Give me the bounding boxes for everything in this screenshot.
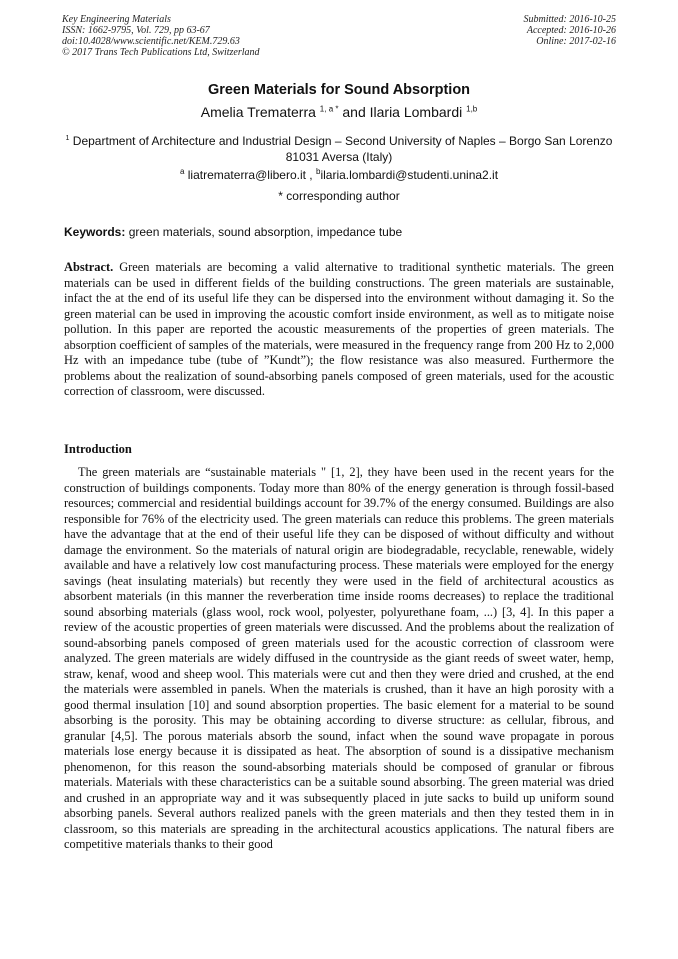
journal-name: Key Engineering Materials (62, 14, 171, 25)
authors-line (0, 104, 678, 120)
emails-line (0, 167, 678, 182)
date-submitted: Submitted: 2016-10-25 (523, 14, 616, 25)
author-1-superscript: 1, a * (319, 104, 339, 114)
journal-doi: doi:10.4028/www.scientific.net/KEM.729.63 (62, 36, 240, 47)
email-b[interactable]: ilaria.lombardi@studenti.unina2.it (320, 168, 499, 182)
journal-copyright: © 2017 Trans Tech Publications Ltd, Switzerland (62, 47, 260, 58)
affiliation (64, 131, 614, 165)
keywords-text: green materials, sound absorption, impedance tube (128, 225, 403, 239)
author-2: Ilaria Lombardi (369, 104, 463, 120)
email-a[interactable]: liatrematerra@libero.it , (187, 168, 313, 182)
author-2-superscript: 1,b (466, 104, 478, 114)
journal-issn: ISSN: 1662-9795, Vol. 729, pp 63-67 (62, 25, 210, 36)
email-b-superscript: b (315, 167, 321, 176)
keywords-label: Keywords: (64, 225, 126, 239)
dates-header (524, 14, 617, 47)
date-online: Online: 2017-02-16 (536, 36, 616, 47)
affiliation-superscript: 1 (65, 135, 70, 142)
section-heading-introduction: Introduction (64, 442, 132, 456)
email-a-superscript: a (179, 167, 185, 176)
corresponding-author-note: * corresponding author (278, 189, 400, 203)
affiliation-text: Department of Architecture and Industrial Design – Second University of Naples – Borgo San Lorenzo 81031 Aversa (Italy) (72, 134, 613, 164)
introduction-paragraph: The green materials are “sustainable materials " [1, 2], they have been used in the recent years for the construction of buildings components. Today more than 80% of the energy generation is through fossil-based resources; commercial and residential buildings account for 39.7% of the energy consumed. Buildings are also responsible for 76% of the electricity used. The green materials can reduce this problems. The green materials have the advantage that at the end of their useful life they can be disposed of without difficulty and without damage the environment. So the materials of natural origin are biodegradable, recyclable, renewable, widely available and have a relatively low cost manufacturing process. These materials were employed for the energy savings (heat insulating materials) but recently they were used in the field of architectural acoustics as absorbent materials (in this manner the reverberation time inside rooms decreases) to replace the traditional sound absorbing materials (glass wool, rock wool, polyester, polyurethane foam, ...) [3, 4]. In this paper a review of the acoustic properties of green materials were discussed. And the problems about the realization of sound-absorbing panels composed of green materials used for the acoustic correction of classroom were analyzed. The green materials are widely diffused in the countryside as the giant reeds of sweet water, hemp, straw, kenaf, wood and sheep wool. This materials were cut and then they were dried and crushed, at the end the materials were assembled in panels. When the materials is crushed, than it have an high porosity with a good thermal insulation [10] and sound absorption properties. The basic element for a material to be sound absorbing is the porosity. This may be obtaining according to diverse structure: as cellular, fibrous, and granular [4,5]. The porous materials absorb the sound, infact when the sound wave propagate in porous materials lose energy because it is dissipated as heat. The absorption of sound is a dissipative mechanism phenomenon, for this reason the sound-absorbing materials should be composed of granular or fibrous materials. Materials with these characteristics can be a suitable sound absorbing. The green material was dried and crushed in an appropriate way and it was subsequently placed in jute sacks to build up uniform sound absorbing panels. Several authors realized panels with the green materials and then they tested them in in classroom, so this materials are spreading in the architectural acoustics applications. The natural fibers are competitive materials thanks to their good (64, 465, 614, 851)
abstract-label: Abstract. (64, 260, 114, 274)
author-1: Amelia Trematerra (200, 104, 316, 120)
author-conjunction: and (342, 104, 366, 120)
abstract-paragraph (64, 260, 614, 400)
journal-header (62, 14, 260, 58)
keywords-line (64, 225, 614, 239)
paper-title: Green Materials for Sound Absorption (207, 82, 471, 98)
abstract-text: Green materials are becoming a valid alternative to traditional synthetic materials. The green materials can be used in different fields of the building constructions. The green materials are sustainable, infact the at the end of its useful life they can be dispersed into the environment without damaging it. So the green material can be used in improving the acoustic comfort inside environment, as well as to mitigate noise pollution. In this paper are reported the acoustic measurements of the properties of green materials. The absorption coefficient of samples of the materials, were measured in the frequency range from 200 Hz to 2,000 Hz with an impedance tube (tube of ”Kundt”); the flow resistance was also measured. Furthermore the problems about the realization of sound-absorbing panels composed of green materials, used for the acoustic correction of classroom, were discussed. (64, 260, 614, 398)
date-accepted: Accepted: 2016-10-26 (526, 25, 616, 36)
